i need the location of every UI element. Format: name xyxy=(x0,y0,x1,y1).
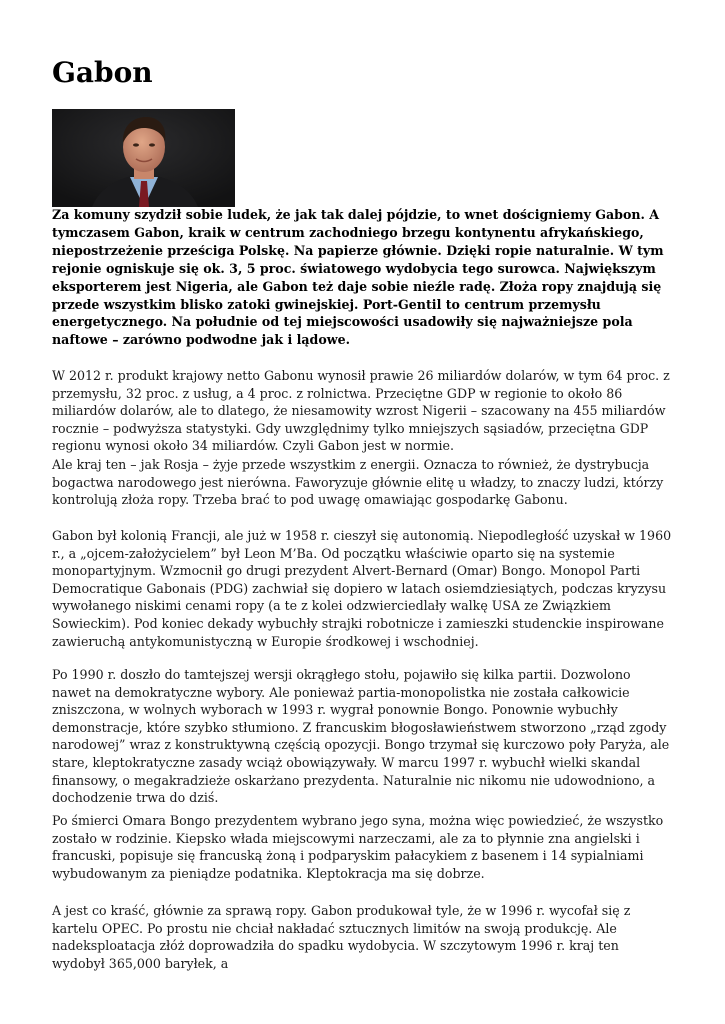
portrait-image xyxy=(52,109,235,207)
paragraph-elections: Po 1990 r. doszło do tamtejszej wersji okrągłego stołu, pojawiło się kilka partii. Dozwolono nawet na demokratyczne wybory. Ale ponieważ partia-monopolistka nie została całkowicie zniszczona, w wolnych wyborach w 1993 r. wygrał ponownie Bongo. Ponownie wybuchły demonstracje, które szybko stłumiono. Z francuskim błogosławieństwem stworzono „rząd zgody narodowej” wraz z konstruktywną częścią opozycji. Bongo trzymał się kurczowo poły Paryża, ale stare, kleptokratyczne zasady wciąż obowiązywały. W marcu 1997 r. wybuchł wielki skandal finansowy, o megakradzieże oskarżano prezydenta. Naturalnie nic nikomu nie udowodniono, a dochodzenie trwa do dziś. xyxy=(52,667,670,806)
lead-paragraph: Za komuny szydził sobie ludek, że jak tak dalej pójdzie, to wnet dościgniemy Gabon. A tymczasem Gabon, kraik w centrum zachodniego brzegu kontynentu afrykańskiego, niepostrzeżenie prześciga Polskę. Na papierze głównie. Dzięki ropie naturalnie. W tym rejonie ogniskuje się ok. 3, 5 proc. światowego wydobycia tego surowca. Największym eksporterem jest Nigeria, ale Gabon też daje sobie nieźle radę. Złoża ropy znajdują się przede wszystkim blisko zatoki gwinejskiej. Port-Gentil to centrum przemysłu energetycznego. Na południe od tej miejscowości usadowiły się najważniejsze pola naftowe – zarówno podwodne jak i lądowe. xyxy=(52,207,664,348)
paragraph-oil: A jest co kraść, głównie za sprawą ropy. Gabon produkował tyle, że w 1996 r. wycofał się z kartelu OPEC. Po prostu nie chciał nakładać sztucznych limitów na swoją produkcję. Ale nadeksploatacja złóż doprowadziła do spadku wydobycia. W szczytowym 1996 r. kraj ten wydobył 365,000 baryłek, a xyxy=(52,903,631,971)
paragraph-history: Gabon był kolonią Francji, ale już w 1958 r. cieszył się autonomią. Niepodległość uzyskał w 1960 r., a „ojcem-założycielem” był Leon M’Ba. Od początku właściwie oparto się na systemie monopartyjnym. Wzmocnił go drugi prezydent Alvert-Bernard (Omar) Bongo. Monopol Parti Democratique Gabonais (PDG) zachwiał się dopiero w latach osiemdziesiątych, podczas kryzysu wywołanego niskimi cenami ropy (a te z kolei odzwierciedlały walkę USA ze Związkiem Sowieckim). Pod koniec dekady wybuchły strajki robotnicze i zamieszki studenckie inspirowane zawieruchą antykomunistyczną w Europie środkowej i wschodniej. xyxy=(52,528,672,649)
paragraph-succession: Po śmierci Omara Bongo prezydentem wybrano jego syna, można więc powiedzieć, że wszystko zostało w rodzinie. Kiepsko włada miejscowymi narzeczami, ale za to płynnie zna angielski i francuski, popisuje się francuską żoną i podparyskim pałacykiem z basenem i 14 sypialniami wybudowanym za pieniądze podatnika. Kleptokracja ma się dobrze. xyxy=(52,813,664,881)
paragraph-gdp: W 2012 r. produkt krajowy netto Gabonu wynosił prawie 26 miliardów dolarów, w tym 64 proc. z przemysłu, 32 proc. z usług, a 4 proc. z rolnictwa. Przeciętne GDP w regionie to około 86 miliardów dolarów, ale to dlatego, że niesamowity wzrost Nigerii – szacowany na 455 miliardów rocznie – podwyższa statystyki. Gdy uwzględnimy tylko mniejszych sąsiadów, przeciętna GDP regionu wynosi około 34 miliardów. Czyli Gabon jest w normie. xyxy=(52,368,670,454)
article-title: Gabon xyxy=(52,56,153,89)
portrait-photo xyxy=(52,109,235,207)
paragraph-energy: Ale kraj ten – jak Rosja – żyje przede wszystkim z energii. Oznacza to również, że dystrybucja bogactwa narodowego jest nierówna. Faworyzuje głównie elitę u władzy, to znaczy ludzi, którzy kontrolują złoża ropy. Trzeba brać to pod uwagę omawiając gospodarkę Gabonu. xyxy=(52,457,664,508)
